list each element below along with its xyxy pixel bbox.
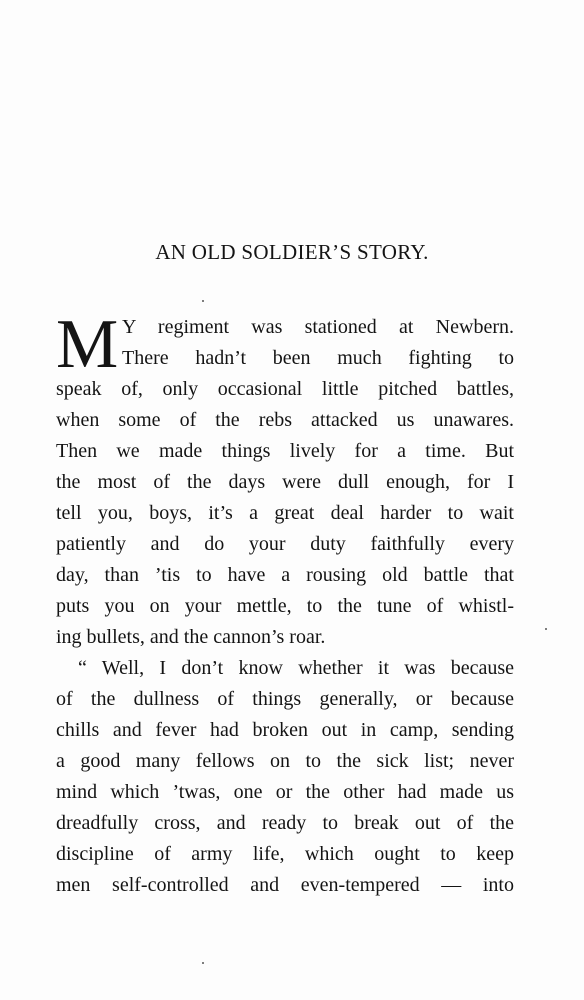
paper-speck xyxy=(202,300,204,302)
text-line: the most of the days were dull enough, for I xyxy=(56,471,514,493)
text-line: discipline of army life, which ought to keep xyxy=(56,843,514,865)
text-line: mind which ’twas, one or the other had made us xyxy=(56,781,514,803)
text-line: chills and fever had broken out in camp, sending xyxy=(56,719,514,741)
text-line: patiently and do your duty faithfully every xyxy=(56,533,514,555)
text-line: Then we made things lively for a time. But xyxy=(56,440,514,462)
text-line: Y regiment was stationed at Newbern. xyxy=(122,316,514,338)
chapter-title: AN OLD SOLDIER’S STORY. xyxy=(155,240,429,264)
paper-speck xyxy=(202,962,204,964)
text-line: day, than ’tis to have a rousing old battle that xyxy=(56,564,514,586)
text-line: when some of the rebs attacked us unawares. xyxy=(56,409,514,431)
text-line: men self-controlled and even-tempered — into xyxy=(56,874,514,896)
paragraph-1 xyxy=(56,306,514,653)
text-line: a good many fellows on to the sick list; never xyxy=(56,750,514,772)
text-line: ing bullets, and the cannon’s roar. xyxy=(56,626,326,648)
text-line: dreadfully cross, and ready to break out of the xyxy=(56,812,514,834)
paper-speck xyxy=(545,628,547,630)
text-line: puts you on your mettle, to the tune of whistl- xyxy=(56,595,514,617)
drop-cap-letter: M xyxy=(56,306,119,383)
paragraph-2 xyxy=(56,653,514,901)
text-line: speak of, only occasional little pitched battles, xyxy=(56,378,514,400)
text-line: “ Well, I don’t know whether it was because xyxy=(78,657,514,679)
text-line: of the dullness of things generally, or because xyxy=(56,688,514,710)
text-line: tell you, boys, it’s a great deal harder to wait xyxy=(56,502,514,524)
text-line: There hadn’t been much fighting to xyxy=(122,347,514,369)
